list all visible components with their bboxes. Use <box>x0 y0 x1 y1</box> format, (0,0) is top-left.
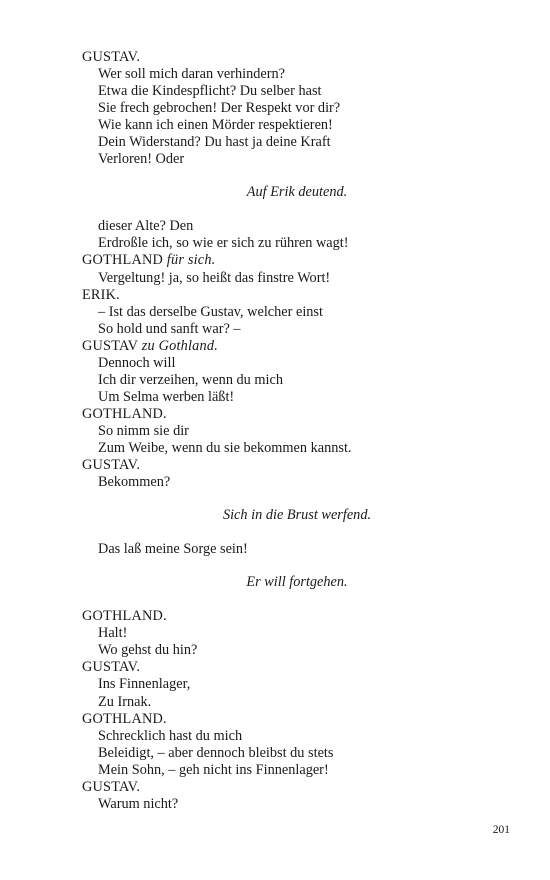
stage-direction: Er will fortgehen. <box>246 574 348 591</box>
verse-line: Beleidigt, – aber dennoch bleibst du stets <box>98 744 334 761</box>
speaker-label: GUSTAV. <box>82 778 141 795</box>
speaker-name <box>82 252 482 269</box>
verse-line: Verloren! Oder <box>98 151 185 168</box>
speaker-label: ERIK. <box>82 286 120 303</box>
verse-line: dieser Alte? Den <box>98 218 194 235</box>
verse-line: Mein Sohn, – geh nicht ins Finnenlager! <box>98 761 329 778</box>
verse-line: Bekommen? <box>98 474 171 491</box>
speaker-label: GUSTAV. <box>82 659 141 676</box>
verse-line: Ich dir verzeihen, wenn du mich <box>98 371 283 388</box>
stage-direction: Auf Erik deutend. <box>246 184 348 201</box>
verse-line: Etwa die Kindespflicht? Du selber hast <box>98 83 322 100</box>
speaker-label: GOTHLAND. <box>82 710 167 727</box>
speaker-label: GUSTAV. <box>82 49 141 65</box>
verse-line: – Ist das derselbe Gustav, welcher einst <box>98 303 323 320</box>
verse-line: Vergeltung! ja, so heißt das finstre Wort! <box>98 269 331 286</box>
page-number: 201 <box>492 824 510 836</box>
speaker-name <box>82 49 482 66</box>
speaker-label: GOTHLAND <box>82 252 164 269</box>
verse-line: Dein Widerstand? Du hast ja deine Kraft <box>98 134 331 151</box>
speaker-label: GOTHLAND. <box>82 608 167 625</box>
speaker-name <box>82 711 482 728</box>
verse-line: Um Selma werben läßt! <box>98 388 235 405</box>
verse-line: Sie frech gebrochen! Der Respekt vor dir? <box>98 100 341 117</box>
verse-line: Zu Irnak. <box>98 693 152 710</box>
stage-direction: Sich in die Brust werfend. <box>222 507 372 524</box>
verse-line: Schrecklich hast du mich <box>98 727 243 744</box>
verse-line: Ins Finnenlager, <box>98 676 191 693</box>
speaker-name <box>82 406 482 423</box>
verse-line: Halt! <box>98 625 128 642</box>
verse-line: So hold und sanft war? – <box>98 320 241 337</box>
speaker-label: GUSTAV. <box>82 457 141 474</box>
verse-line: So nimm sie dir <box>98 422 189 439</box>
verse-line: Wie kann ich einen Mörder respektieren! <box>98 117 333 134</box>
verse-line: Das laß meine Sorge sein! <box>98 541 248 558</box>
verse-line: Erdroßle ich, so wie er sich zu rühren wagt! <box>98 235 349 252</box>
play-text <box>82 49 482 813</box>
verse-line: Dennoch will <box>98 354 176 371</box>
verse-line: Zum Weibe, wenn du sie bekommen kannst. <box>98 439 352 456</box>
inline-stage-direction: zu Gothland. <box>141 337 218 354</box>
speaker-name <box>82 287 482 304</box>
speaker-name <box>82 608 482 625</box>
speaker-label: GUSTAV <box>82 337 138 354</box>
speaker-name <box>82 659 482 676</box>
speaker-name <box>82 338 482 355</box>
speaker-label: GOTHLAND. <box>82 405 167 422</box>
verse-line: Wer soll mich daran verhindern? <box>98 66 286 83</box>
verse-line: Wo gehst du hin? <box>98 642 198 659</box>
inline-stage-direction: für sich. <box>166 252 216 269</box>
speaker-name <box>82 779 482 796</box>
speaker-name <box>82 457 482 474</box>
verse-line: Warum nicht? <box>98 795 179 812</box>
